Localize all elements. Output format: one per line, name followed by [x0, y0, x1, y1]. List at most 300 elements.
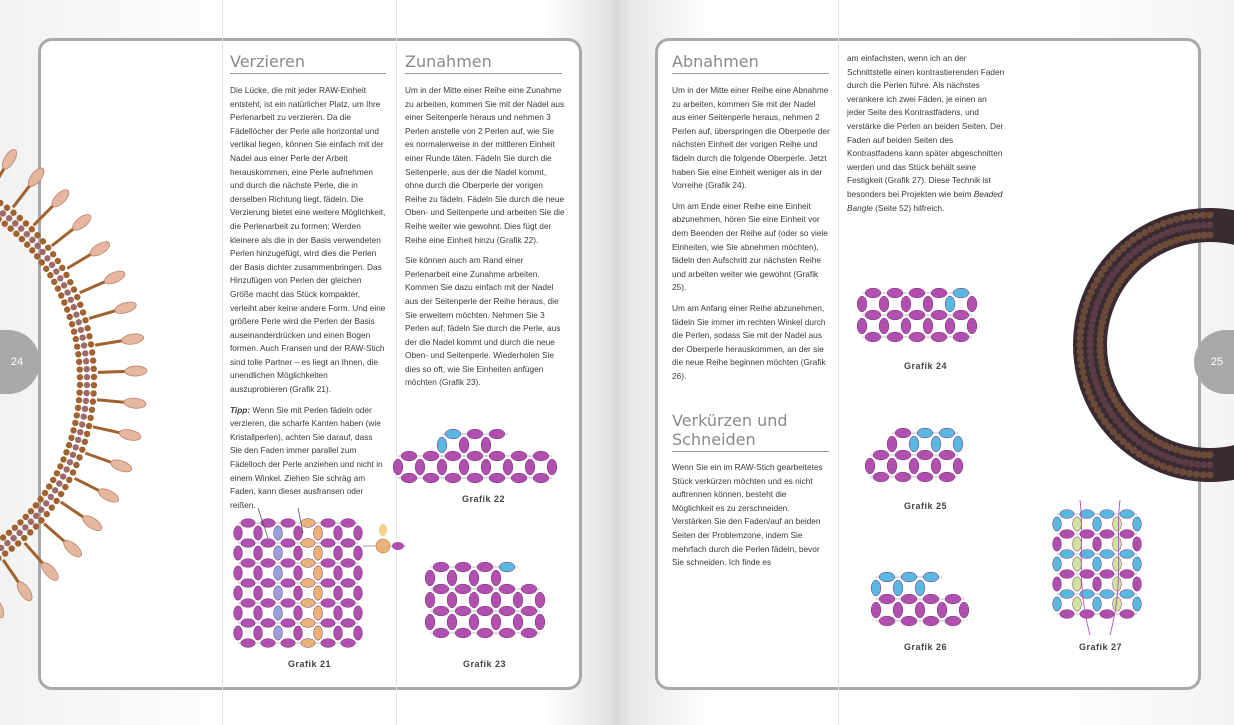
- bangle-bead: [1089, 316, 1096, 323]
- bead: [959, 602, 969, 618]
- bangle-bead: [1166, 465, 1173, 472]
- bangle-bead: [1088, 289, 1095, 296]
- bead: [871, 580, 881, 596]
- bead: [923, 616, 939, 626]
- seed-bead: [60, 473, 66, 479]
- seed-bead: [18, 225, 24, 231]
- bead: [521, 606, 537, 616]
- seed-bead: [12, 524, 18, 530]
- bead: [281, 619, 295, 628]
- bead: [314, 606, 323, 620]
- bangle-bead: [1077, 355, 1084, 362]
- seed-bead: [83, 398, 89, 404]
- bangle-bead: [1088, 323, 1095, 330]
- seed-bead: [74, 294, 80, 300]
- bead: [274, 586, 283, 600]
- page-number-left: 24: [0, 330, 40, 394]
- bead: [234, 566, 243, 580]
- bangle-bead: [1206, 471, 1213, 478]
- bead: [241, 619, 255, 628]
- bead: [334, 586, 343, 600]
- seed-bead: [82, 317, 88, 323]
- caption-grafik-25: Grafik 25: [904, 501, 948, 511]
- bead: [423, 451, 439, 461]
- seed-bead: [68, 297, 74, 303]
- bead: [301, 519, 315, 528]
- bangle-bead: [1087, 329, 1094, 336]
- paragraph: Sie können auch am Rand einer Perlenarbeit eine Zunahme arbeiten. Kommen Sie dazu einfach mit der Nadel aus der Seitenperle der Reihe heraus, die Sie erweitern möchten. Nehmen Sie 3 Perlen auf, fädeln Sie durch die Perle, aus der die Nadel kommt und durch die neue Oben- und Seitenperle. Wiederholen Sie dies so oft, wie Sie Einheiten anfügen möchten (Grafik 23).: [405, 255, 561, 388]
- bangle-bead: [1206, 231, 1213, 238]
- seed-bead: [51, 279, 57, 285]
- bead: [294, 586, 303, 600]
- seed-bead: [28, 519, 34, 525]
- bangle-bead: [1200, 222, 1207, 229]
- bead: [937, 602, 947, 618]
- seed-bead: [82, 350, 88, 356]
- bead: [281, 639, 295, 648]
- seed-bead: [23, 220, 29, 226]
- bead: [895, 428, 911, 438]
- bangle-bead: [1194, 222, 1201, 229]
- bead: [1133, 577, 1142, 591]
- bead-diagram-27: [1045, 500, 1155, 635]
- seed-bead: [60, 456, 66, 462]
- bead: [301, 619, 315, 628]
- bead: [261, 639, 275, 648]
- bead: [909, 288, 925, 298]
- seed-bead: [75, 351, 81, 357]
- seed-bead: [0, 210, 6, 216]
- seed-bead: [43, 500, 49, 506]
- seed-bead: [64, 306, 70, 312]
- seed-bead: [19, 236, 25, 242]
- bead: [535, 592, 545, 608]
- paragraph: Um in der Mitte einer Reihe eine Abnahme zu arbeiten, kommen Sie mit der Nadel aus einer Seitenperle heraus, nehmen 2 Perlen auf, überspringen die Oberperle der nächsten Einheit der vorigen Reihe und fädeln durch die folgende Oberperle. Jetzt haben Sie eine Einheit weniger als in der Vorreihe (Grafik 24).: [672, 85, 830, 191]
- bead: [873, 472, 889, 482]
- bead: [354, 626, 363, 640]
- bead: [241, 639, 255, 648]
- seed-bead: [67, 459, 73, 465]
- bangle-bead: [1083, 382, 1090, 389]
- crystal-drop: [14, 579, 35, 603]
- bead: [354, 526, 363, 540]
- seed-bead: [44, 255, 50, 261]
- seed-bead: [17, 519, 23, 525]
- bead: [1053, 597, 1062, 611]
- tip-label: Tipp:: [230, 404, 251, 415]
- bead: [234, 606, 243, 620]
- bead: [459, 437, 469, 453]
- bead: [341, 579, 355, 588]
- bead: [261, 579, 275, 588]
- bead: [379, 524, 387, 536]
- seed-bead: [73, 444, 79, 450]
- seed-bead: [45, 244, 51, 250]
- seed-bead: [29, 237, 35, 243]
- bangle-bead: [1087, 354, 1094, 361]
- seed-bead: [34, 243, 40, 249]
- bead: [294, 546, 303, 560]
- bead: [1100, 570, 1114, 579]
- bead: [241, 579, 255, 588]
- bead: [511, 473, 527, 483]
- seed-bead: [37, 496, 43, 502]
- bead: [254, 606, 263, 620]
- bead: [945, 594, 961, 604]
- bead: [1120, 590, 1134, 599]
- seed-bead: [52, 487, 58, 493]
- paragraph: Wenn Sie ein im RAW-Stich gearbeitetes Stück verkürzen möchten und es nicht auftrennen können, besteht die Möglichkeit es zu zerschneiden. Verstärken Sie den Faden/auf an beiden Seiten der Problemzone, indem Sie mehrfach durch die Perlen fädeln, bevor Sie schneiden. Ich finde es: [672, 462, 823, 568]
- seed-bead: [84, 325, 90, 331]
- seed-bead: [84, 374, 90, 380]
- seed-bead: [2, 550, 8, 556]
- bead: [865, 288, 881, 298]
- bangle-bead: [1090, 372, 1097, 379]
- bangle-bead: [1089, 366, 1096, 373]
- text-abnahmen: [672, 84, 830, 390]
- bead: [274, 526, 283, 540]
- bangle-bead: [1181, 224, 1188, 231]
- bead: [901, 594, 917, 604]
- bead: [1100, 510, 1114, 519]
- paragraph: Die Lücke, die mit jeder RAW-Einheit entsteht, ist ein natürlicher Platz, um Ihre Perlenarbeit zu verzieren. Da die Fädellöcher der Perle alle horizontal und vertikal liegen, können Sie einfach mit der Nadel aus einer Perle der Arbeit herauskommen, eine Perle aufnehmen und durch die nächste Perle, die in derselben Richtung liegt, fädeln. Die Verzierung bietet eine weitere Möglichkeit, die Perlenarbeit zu formen: Werden kleinere als die in der Basis verwendeten Perlen hinzugefügt, wird dies die Perlen der Basis dichter zusammenbringen. Das Hinzufügen von Perlen der gleichen Größe macht das Stück kompakter, verleiht aber keine andere Form. Und eine größere Perle wird die Perlen der Basis auseinanderdrücken und einen Bogen formen. Auch Fransen und der RAW-Stich sind tolle Partner – es liegt an Ihnen, die unendlichen Möglichkeiten auszuprobieren (Grafik 21).: [230, 85, 386, 395]
- bead: [301, 639, 315, 648]
- bangle-bead: [1194, 461, 1201, 468]
- bead: [281, 539, 295, 548]
- bangle-bead: [1193, 212, 1200, 219]
- bead: [467, 473, 483, 483]
- seed-bead: [66, 442, 72, 448]
- bead: [945, 318, 955, 334]
- bead: [901, 296, 911, 312]
- seed-bead: [89, 349, 95, 355]
- bead: [425, 592, 435, 608]
- bead: [915, 580, 925, 596]
- bangle-bead: [1083, 301, 1090, 308]
- seed-bead: [67, 279, 73, 285]
- bangle-bead: [1186, 213, 1193, 220]
- bead: [469, 592, 479, 608]
- bead: [301, 579, 315, 588]
- seed-bead: [77, 382, 83, 388]
- bead: [455, 606, 471, 616]
- seed-bead: [46, 483, 52, 489]
- seed-bead: [84, 382, 90, 388]
- bead: [423, 473, 439, 483]
- bangle-bead: [1088, 360, 1095, 367]
- crystal-drop: [61, 538, 84, 560]
- bead: [301, 539, 315, 548]
- seed-bead: [4, 205, 10, 211]
- seed-bead: [10, 210, 16, 216]
- seed-bead: [34, 232, 40, 238]
- seed-bead: [50, 251, 56, 257]
- bead: [274, 546, 283, 560]
- bangle-photo: [1050, 210, 1234, 480]
- bead: [535, 614, 545, 630]
- paragraph: Um in der Mitte einer Reihe eine Zunahme zu arbeiten, kommen Sie mit der Nadel aus einer Seitenperle heraus und nehmen 3 Perlen anstelle von 2 Perlen auf, wie Sie es normalerweise in der mittleren Einheit einer Runde täten. Fädeln Sie durch die Seitenperle, aus der die Nadel kommt, ohne durch die Oberperle der vorigen Reihe zu fädeln. Fädeln Sie durch die neue Oben- und Seitenperle und arbeiten Sie die Reihe weiter wie gewohnt. Dies fügt der Reihe eine Einheit hinzu (Grafik 22).: [405, 85, 565, 245]
- seed-bead: [48, 494, 54, 500]
- continuation-text: am einfachsten, wenn ich an der Schnittstelle einen kontrastierenden Faden durch die Perlen führe. Als nächstes verankere ich zwei Fäden, je einen an jeder Seite des Kontrastfadens, und verstärke die Perlen an beiden Seiten. Der Faden auf beiden Seiten des Kontrastfadens kann später abgeschnitten werden und das Stück behält seine Festigkeit (Grafik 27). Diese Technik ist besonders bei Projekten wie beim: [847, 53, 1005, 199]
- bead: [489, 451, 505, 461]
- seed-bead: [83, 390, 89, 396]
- bead: [1113, 577, 1122, 591]
- bead: [469, 614, 479, 630]
- bead: [1080, 550, 1094, 559]
- bead: [321, 559, 335, 568]
- seed-bead: [55, 285, 61, 291]
- seed-bead: [69, 321, 75, 327]
- text-verkuerzen: [672, 461, 830, 577]
- bead: [234, 586, 243, 600]
- seed-bead: [42, 490, 48, 496]
- bead: [294, 606, 303, 620]
- bangle-bead: [1077, 328, 1084, 335]
- bangle-bead: [1173, 216, 1180, 223]
- bead: [455, 584, 471, 594]
- crystal-drop: [0, 596, 6, 620]
- bead: [314, 566, 323, 580]
- bead: [477, 628, 493, 638]
- crystal-drop: [118, 428, 142, 442]
- bead: [1100, 610, 1114, 619]
- bead: [294, 566, 303, 580]
- bead: [254, 526, 263, 540]
- seed-bead: [12, 220, 18, 226]
- bead: [489, 429, 505, 439]
- bangle-bead: [1200, 212, 1207, 219]
- bangle-bead: [1087, 335, 1094, 342]
- seed-bead: [90, 390, 96, 396]
- bead: [321, 599, 335, 608]
- seed-bead: [44, 511, 50, 517]
- seed-bead: [6, 215, 12, 221]
- bangle-bead: [1091, 400, 1098, 407]
- seed-bead: [43, 266, 49, 272]
- seed-bead: [24, 231, 30, 237]
- bead: [887, 436, 897, 452]
- bead: [1120, 510, 1134, 519]
- bead: [1053, 537, 1062, 551]
- bead: [967, 318, 977, 334]
- bead: [931, 458, 941, 474]
- seed-bead: [71, 286, 77, 292]
- bead: [931, 288, 947, 298]
- bangle-bead: [1179, 469, 1186, 476]
- bead: [1060, 590, 1074, 599]
- seed-bead: [77, 366, 83, 372]
- bead: [879, 318, 889, 334]
- bead: [261, 539, 275, 548]
- bead: [533, 451, 549, 461]
- bead: [401, 473, 417, 483]
- bead: [321, 619, 335, 628]
- bead: [274, 606, 283, 620]
- bead: [547, 459, 557, 475]
- bangle-bead: [1186, 470, 1193, 477]
- bead: [865, 310, 881, 320]
- bead: [1073, 517, 1082, 531]
- heading-verzieren: Verzieren: [230, 52, 386, 74]
- bead: [857, 318, 867, 334]
- bead: [1060, 570, 1074, 579]
- bangle-bead: [1160, 463, 1167, 470]
- seed-bead: [4, 540, 10, 546]
- bead: [234, 546, 243, 560]
- bead: [445, 473, 461, 483]
- bead: [857, 296, 867, 312]
- bead: [1093, 597, 1102, 611]
- page-number-right: 25: [1194, 330, 1234, 394]
- caption-grafik-26: Grafik 26: [904, 642, 948, 652]
- seed-bead: [10, 535, 16, 541]
- bead: [887, 310, 903, 320]
- bead: [1120, 610, 1134, 619]
- seed-bead: [74, 412, 80, 418]
- seed-bead: [80, 309, 86, 315]
- crystal-drop: [0, 147, 19, 171]
- seed-bead: [0, 216, 2, 222]
- seed-bead: [40, 238, 46, 244]
- caption-grafik-22: Grafik 22: [462, 494, 506, 504]
- seed-bead: [0, 545, 4, 551]
- bangle-bead: [1193, 471, 1200, 478]
- bangle-bead: [1188, 223, 1195, 230]
- seed-bead: [0, 555, 2, 561]
- bead: [1113, 517, 1122, 531]
- bead: [901, 318, 911, 334]
- seed-bead: [61, 282, 67, 288]
- bead: [274, 626, 283, 640]
- seed-bead: [73, 336, 79, 342]
- bead: [967, 296, 977, 312]
- bead: [1093, 557, 1102, 571]
- bead: [1100, 530, 1114, 539]
- bead: [274, 566, 283, 580]
- bead: [1120, 550, 1134, 559]
- text-continuation: [847, 52, 1007, 222]
- bangle-bead: [1079, 368, 1086, 375]
- bead: [341, 519, 355, 528]
- seed-bead: [76, 359, 82, 365]
- bead: [931, 332, 947, 342]
- seed-bead: [59, 265, 65, 271]
- bead: [1053, 557, 1062, 571]
- bead: [909, 310, 925, 320]
- bead: [917, 472, 933, 482]
- bead: [953, 310, 969, 320]
- seed-bead: [34, 253, 40, 259]
- bead: [261, 619, 275, 628]
- bead: [433, 584, 449, 594]
- paragraph: [847, 52, 1007, 215]
- bead: [301, 559, 315, 568]
- bead: [241, 559, 255, 568]
- seed-bead: [68, 435, 74, 441]
- bead: [871, 602, 881, 618]
- seed-bead: [24, 241, 30, 247]
- crystal-drop: [88, 239, 112, 259]
- seed-bead: [0, 200, 3, 206]
- bead: [401, 451, 417, 461]
- tip-text: Wenn Sie mit Perlen fädeln oder verzieren, die scharfe Kanten haben (wie Kristallperlen), achten Sie darauf, dass Sie den Faden immer parallel zum Fädelloch der Perle anziehen und nicht in einem Winkel. Ziehen Sie schräg am Faden, kann dieser ausfransen oder reißen.: [230, 404, 383, 510]
- bead: [491, 592, 501, 608]
- seed-bead: [7, 225, 13, 231]
- bead: [281, 519, 295, 528]
- bead: [1100, 550, 1114, 559]
- seed-bead: [33, 513, 39, 519]
- seed-bead: [49, 262, 55, 268]
- bead: [525, 459, 535, 475]
- bead: [459, 459, 469, 475]
- bead: [953, 436, 963, 452]
- bead: [425, 614, 435, 630]
- bangle-bead: [1206, 221, 1213, 228]
- heading-verkuerzen: Verkürzen und Schneiden: [672, 411, 829, 452]
- bangle-bead: [1077, 335, 1084, 342]
- seed-bead: [77, 374, 83, 380]
- seed-bead: [75, 405, 81, 411]
- seed-bead: [61, 299, 67, 305]
- seed-bead: [53, 268, 59, 274]
- bead: [314, 586, 323, 600]
- seed-bead: [66, 477, 72, 483]
- caption-grafik-24: Grafik 24: [904, 361, 948, 371]
- bead: [354, 606, 363, 620]
- bead: [1060, 530, 1074, 539]
- seed-bead: [29, 226, 35, 232]
- caption-grafik-23: Grafik 23: [463, 659, 507, 669]
- bead: [477, 606, 493, 616]
- seed-bead: [90, 398, 96, 404]
- bead: [939, 428, 955, 438]
- bead: [354, 546, 363, 560]
- bangle-bead: [1166, 218, 1173, 225]
- seed-bead: [21, 535, 27, 541]
- seed-bead: [64, 289, 70, 295]
- seed-bead: [56, 480, 62, 486]
- project-name: Beaded Bangle: [847, 188, 1003, 213]
- bead: [1060, 510, 1074, 519]
- bead: [321, 579, 335, 588]
- bead-diagram-21: [228, 508, 408, 648]
- paragraph: Um am Anfang einer Reihe abzunehmen, fädeln Sie immer im rechten Winkel durch die Perlen, sodass Sie mit der Nadel aus der Oberperle herauskommen, an der sie die neue Reihe beginnen möchten (Grafik 26).: [672, 302, 826, 381]
- bead: [499, 562, 515, 572]
- bead: [241, 519, 255, 528]
- bead: [1073, 577, 1082, 591]
- bead: [433, 606, 449, 616]
- seed-bead: [58, 292, 64, 298]
- bead: [294, 526, 303, 540]
- bead: [481, 437, 491, 453]
- bangle-bead: [1206, 461, 1213, 468]
- bead: [437, 437, 447, 453]
- bead: [376, 539, 390, 553]
- bead: [477, 584, 493, 594]
- bead: [314, 526, 323, 540]
- seed-bead: [84, 366, 90, 372]
- bead: [314, 546, 323, 560]
- crystal-drop: [96, 486, 120, 505]
- seed-bead: [27, 529, 33, 535]
- bead: [945, 616, 961, 626]
- seed-bead: [73, 311, 79, 317]
- seed-bead: [79, 421, 85, 427]
- bead: [1133, 537, 1142, 551]
- bead: [321, 519, 335, 528]
- crystal-drop: [109, 457, 133, 474]
- bead: [865, 458, 875, 474]
